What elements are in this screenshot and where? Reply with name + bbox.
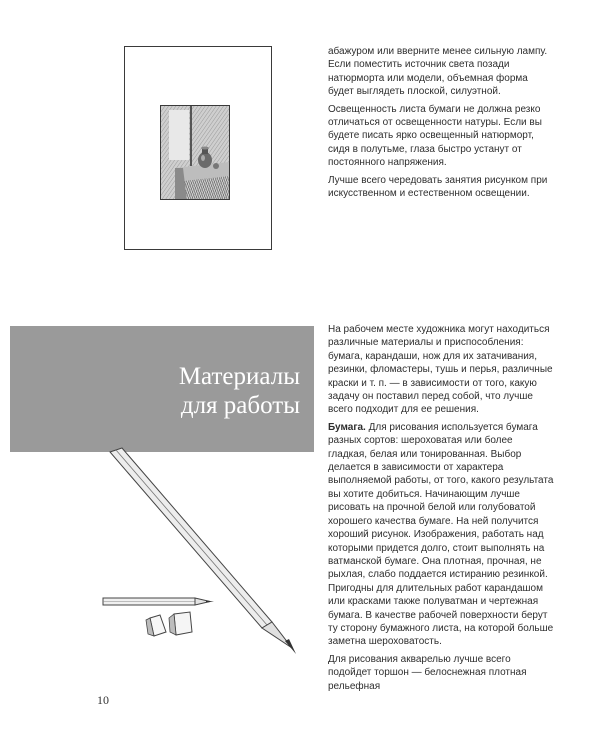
still-life-drawing [161, 106, 230, 200]
short-pencil-icon [103, 598, 214, 605]
paragraph: абажуром или вверните менее сильную лампу. Если поместить источник света позади натюрморта или модели, объемная форма будет выглядеть плоской, силуэтной. [328, 46, 548, 98]
paragraph: На рабочем месте художника могут находиться различные материалы и приспособления: бумага, карандаши, нож для их затачивания, резинки, фломастеры, тушь и перья, различные краски и т. п. — в зависимости от того, какую задачу он поставил перед собой, что лучше всего подходит для ее решения. [328, 324, 553, 416]
paragraph-text: Для рисования используется бумага разных сортов: шероховатая или более гладкая, белая или тонированная. Выбор делается в зависимости от характера выполняемой работы, от того, какого результата вы хотите добиться. Начинающим лучше рисовать на прочной белой или голубоватой хорошего качества бумаге. На ней получится хороший рисунок. Изображения, работать над которыми придется долго, стоит выполнять на ватманской бумаге. Она плотная, прочная, не рыхлая, слабо поддается истиранию резинкой. Пригодны для длительных работ карандашом или красками также полуватман и чертежная бумага. В качестве рабочей поверхности берут ту сторону бумажного листа, на которой больше заметна шероховатость. [328, 421, 554, 648]
section-title [179, 362, 300, 420]
section-title-line: для работы [180, 392, 300, 419]
paragraph: Освещенность листа бумаги не должна резко отличаться от освещенности натуры. Если вы будете писать ярко освещенный натюрморт, сидя в полутьме, глаза быстро устанут от постоянного напряжения. [328, 103, 542, 169]
paragraph-lead: Бумага. [328, 421, 366, 433]
text-column-bottom [328, 323, 554, 697]
paragraph [328, 421, 554, 649]
text-column-top [328, 45, 554, 204]
pencils-illustration [0, 440, 320, 670]
paragraph: Для рисования акварелью лучше всего подойдет торшон — белоснежная плотная рельефная [328, 653, 527, 692]
section-title-line: Материалы [178, 363, 300, 390]
eraser-icon [169, 612, 192, 635]
page-number: 10 [97, 693, 109, 707]
eraser-icon [146, 615, 166, 636]
paragraph: Лучше всего чередовать занятия рисунком при искусственном и естественном освещении. [328, 174, 548, 200]
section-banner [10, 326, 314, 452]
long-pencil-icon [110, 448, 296, 654]
still-life-sketch [160, 105, 230, 200]
